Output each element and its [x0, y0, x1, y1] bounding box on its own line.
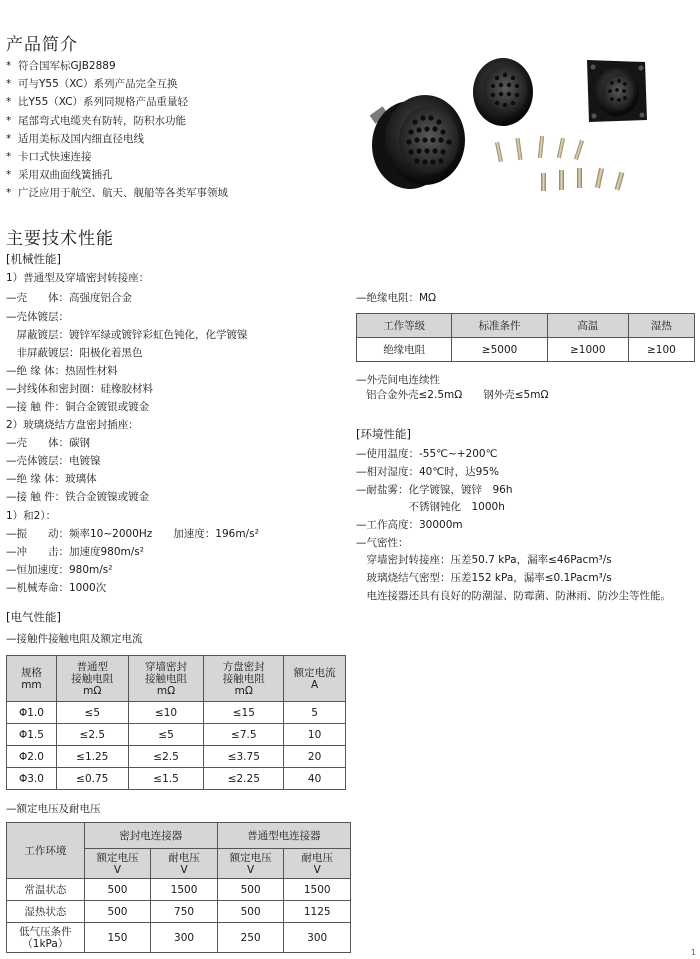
voltage-sub-line: 耐电压 [301, 851, 333, 864]
contact-header-line: 普通型 [76, 660, 109, 673]
intro-bullet-item [6, 76, 228, 94]
intro-bullet-item [6, 94, 228, 112]
insulation-header-cell: 高温 [547, 314, 628, 338]
env-line: 穿墙密封转接座：压差50.7 kPa，漏率≤46Pacm³/s [356, 554, 612, 566]
voltage-sub-line: V [180, 863, 188, 876]
shell-continuity-title: —外壳间电连续性 [356, 374, 440, 386]
contact-cell: ≤3.75 [204, 746, 284, 768]
contact-header-line: A [311, 678, 319, 691]
connector-receptacle-image [473, 58, 533, 126]
contact-header-line: 方盘密封 [222, 660, 265, 673]
contact-cell: ≤2.5 [56, 724, 128, 746]
contact-cell: ≤0.75 [56, 768, 128, 790]
env-line: —使用温度：-55℃~+200℃ [356, 448, 498, 460]
contact-row [7, 746, 346, 768]
contact-header-cell [284, 656, 346, 702]
voltage-cell: 750 [151, 901, 218, 923]
contact-header-cell [128, 656, 204, 702]
env-line: —气密性： [356, 537, 409, 549]
bullet-star: * [6, 96, 12, 109]
voltage-row [7, 901, 351, 923]
voltage-group-sealed: 密封电连接器 [84, 823, 217, 849]
elec-heading: [电气性能] [6, 610, 61, 624]
shell-continuity-value: 铝合金外壳≤2.5mΩ 钢外壳≤5mΩ [366, 389, 549, 401]
tech-title: 主要技术性能 [6, 229, 114, 249]
contact-cell: 40 [284, 768, 346, 790]
voltage-sub-header [151, 849, 218, 879]
insulation-header-cell: 工作等级 [357, 314, 452, 338]
env-line: 玻璃烧结气密型：压差152 kPa，漏率≤0.1Pacm³/s [356, 572, 612, 584]
env-line: 电连接器还具有良好的防潮湿、防霉菌、防淋雨、防沙尘等性能。 [356, 590, 671, 602]
contact-cell: Φ2.0 [7, 746, 57, 768]
intro-bullet-text: 可与Y55（XC）系列产品完全互换 [18, 78, 178, 91]
bullet-star: * [6, 187, 12, 200]
insulation-title: —绝缘电阻：MΩ [356, 292, 437, 304]
contact-cell: Φ1.5 [7, 724, 57, 746]
mech-line: —冲 击：加速度980m/s² [6, 546, 144, 558]
voltage-cell: 常温状态 [7, 879, 85, 901]
contact-header-cell [204, 656, 284, 702]
mech-line: —壳体镀层：电镀镍 [6, 455, 101, 467]
bullet-star: * [6, 150, 12, 163]
mech-line: —壳 体：碳钢 [6, 437, 90, 449]
voltage-cell: 150 [84, 923, 151, 953]
mech-line: 屏蔽镀层：镀锌军绿或镀锌彩虹色钝化，化学镀镍 [6, 329, 248, 341]
contact-cell: ≤2.5 [128, 746, 204, 768]
bullet-star: * [6, 60, 12, 72]
contact-resistance-table [6, 655, 346, 790]
intro-bullet-text: 采用双曲面线簧插孔 [18, 169, 113, 182]
voltage-cell: 300 [151, 923, 218, 953]
voltage-sub-line: 额定电压 [229, 851, 272, 864]
voltage-cell: 1500 [151, 879, 218, 901]
contact-header-line: 规格 [20, 666, 42, 679]
bullet-star: * [6, 169, 12, 182]
insulation-header-cell: 湿热 [628, 314, 694, 338]
intro-bullet-text: 广泛应用于航空、航天、舰船等各类军事领域 [18, 187, 228, 200]
voltage-cell: 1500 [284, 879, 351, 901]
voltage-cell: 500 [217, 901, 284, 923]
env-line: —工作高度：30000m [356, 519, 463, 531]
mech-line: 2）玻璃烧结方盘密封插座： [6, 419, 139, 431]
contact-header-line: mΩ [156, 684, 176, 697]
mech-line: —接 触 件：铁合金镀镍或镀金 [6, 491, 150, 503]
voltage-row [7, 879, 351, 901]
contact-cell: 5 [284, 702, 346, 724]
voltage-table-title: —额定电压及耐电压 [6, 803, 101, 815]
mech-line: 非屏蔽镀层：阳极化着黑色 [6, 347, 143, 359]
contact-header-line: mΩ [234, 684, 253, 697]
connector-flange-image [587, 60, 647, 122]
mech-line: 1）和2）： [6, 510, 57, 522]
intro-bullet-item [6, 113, 228, 131]
env-line: —相对湿度：40℃时，达95% [356, 466, 499, 478]
contact-cell: ≤5 [56, 702, 128, 724]
product-photo [365, 40, 655, 215]
env-heading: [环境性能] [356, 427, 411, 441]
voltage-sub-header [84, 849, 151, 879]
mech-line: —绝 缘 体：热固性材料 [6, 365, 118, 377]
intro-bullet-text: 比Y55（XC）系列同规格产品重量轻 [18, 96, 189, 109]
page-number: 1 [690, 948, 696, 957]
insulation-cell: ≥1000 [547, 338, 628, 362]
contact-header-line: mΩ [83, 684, 102, 697]
contact-header-line: 额定电流 [293, 666, 336, 679]
bullet-star: * [6, 78, 12, 91]
voltage-sub-header [217, 849, 284, 879]
contact-cell: ≤5 [128, 724, 204, 746]
mech-line: —绝 缘 体：玻璃体 [6, 473, 97, 485]
contact-cell: Φ3.0 [7, 768, 57, 790]
voltage-env-header: 工作环境 [7, 823, 85, 879]
contact-cell: ≤1.25 [56, 746, 128, 768]
env-line: 不锈钢钝化 1000h [356, 501, 505, 513]
contact-cell: Φ1.0 [7, 702, 57, 724]
intro-bullet-item [6, 149, 228, 167]
voltage-cell: 低气压条件（1kPa） [7, 923, 85, 953]
voltage-group-standard: 普通型电连接器 [217, 823, 350, 849]
mech-line: —壳体镀层： [6, 311, 69, 323]
contact-cell: ≤15 [204, 702, 284, 724]
contact-table-title: —接触件接触电阻及额定电流 [6, 633, 143, 645]
bullet-star: * [6, 114, 12, 127]
mech-line: —振 动：频率10~2000Hz 加速度：196m/s² [6, 528, 259, 540]
voltage-sub-line: V [313, 863, 321, 876]
voltage-row [7, 923, 351, 953]
intro-bullet-item [6, 167, 228, 185]
voltage-sub-header [284, 849, 351, 879]
insulation-cell: 绝缘电阻 [357, 338, 452, 362]
contact-header-line: mm [21, 678, 42, 691]
intro-bullet-text: 尾部弯式电缆夹有防转，防积水功能 [18, 114, 186, 127]
voltage-table [6, 822, 351, 953]
mech-line: —封线体和密封圈：硅橡胶材料 [6, 383, 153, 395]
contact-cell: ≤1.5 [128, 768, 204, 790]
contact-cell: ≤10 [128, 702, 204, 724]
mech-line: —壳 体：高强度铝合金 [6, 292, 132, 304]
contact-cell: 10 [284, 724, 346, 746]
intro-bullet-list [6, 58, 228, 204]
voltage-cell: 500 [217, 879, 284, 901]
voltage-sub-line: 耐电压 [168, 851, 200, 864]
intro-bullet-text: 适用美标及国内细直径电线 [18, 132, 144, 145]
insulation-header-cell: 标准条件 [452, 314, 547, 338]
contact-header-line: 接触电阻 [222, 672, 265, 685]
mech-line: —恒加速度：980m/s² [6, 564, 113, 576]
contact-row [7, 768, 346, 790]
voltage-cell: 1125 [284, 901, 351, 923]
insulation-cell: ≥100 [628, 338, 694, 362]
connector-plug-image [370, 95, 465, 189]
intro-bullet-item [6, 185, 228, 203]
voltage-sub-line: 额定电压 [96, 851, 139, 864]
mech-line: —接 触 件：铜合金镀银或镀金 [6, 401, 150, 413]
contact-cell: 20 [284, 746, 346, 768]
voltage-cell: 250 [217, 923, 284, 953]
contact-row [7, 702, 346, 724]
contact-cell: ≤7.5 [204, 724, 284, 746]
voltage-cell: 500 [84, 901, 151, 923]
insulation-cell: ≥5000 [452, 338, 547, 362]
mech-line: —机械寿命：1000次 [6, 582, 107, 594]
contact-header-line: 穿墙密封 [145, 660, 188, 673]
intro-bullet-text: 卡口式快速连接 [18, 150, 92, 163]
contact-header-cell [7, 656, 57, 702]
contact-header-line: 接触电阻 [71, 672, 114, 685]
contact-header-cell [56, 656, 128, 702]
mech-line: 1）普通型及穿墙密封转接座： [6, 272, 150, 284]
contact-cell: ≤2.25 [204, 768, 284, 790]
intro-bullet-text: 符合国军标GJB2889 [18, 60, 116, 72]
voltage-cell: 300 [284, 923, 351, 953]
contact-header-line: 接触电阻 [145, 672, 188, 685]
insulation-table [356, 313, 695, 362]
intro-bullet-item [6, 58, 228, 76]
bullet-star: * [6, 132, 12, 145]
intro-title: 产品简介 [6, 35, 78, 55]
contact-row [7, 724, 346, 746]
voltage-sub-line: V [247, 863, 255, 876]
intro-bullet-item [6, 131, 228, 149]
env-line: —耐盐雾：化学镀镍，镀锌 96h [356, 484, 513, 496]
voltage-cell: 湿热状态 [7, 901, 85, 923]
contact-pins-image [495, 136, 624, 191]
mech-heading: [机械性能] [6, 252, 61, 266]
voltage-sub-line: V [113, 863, 122, 876]
voltage-cell: 500 [84, 879, 151, 901]
